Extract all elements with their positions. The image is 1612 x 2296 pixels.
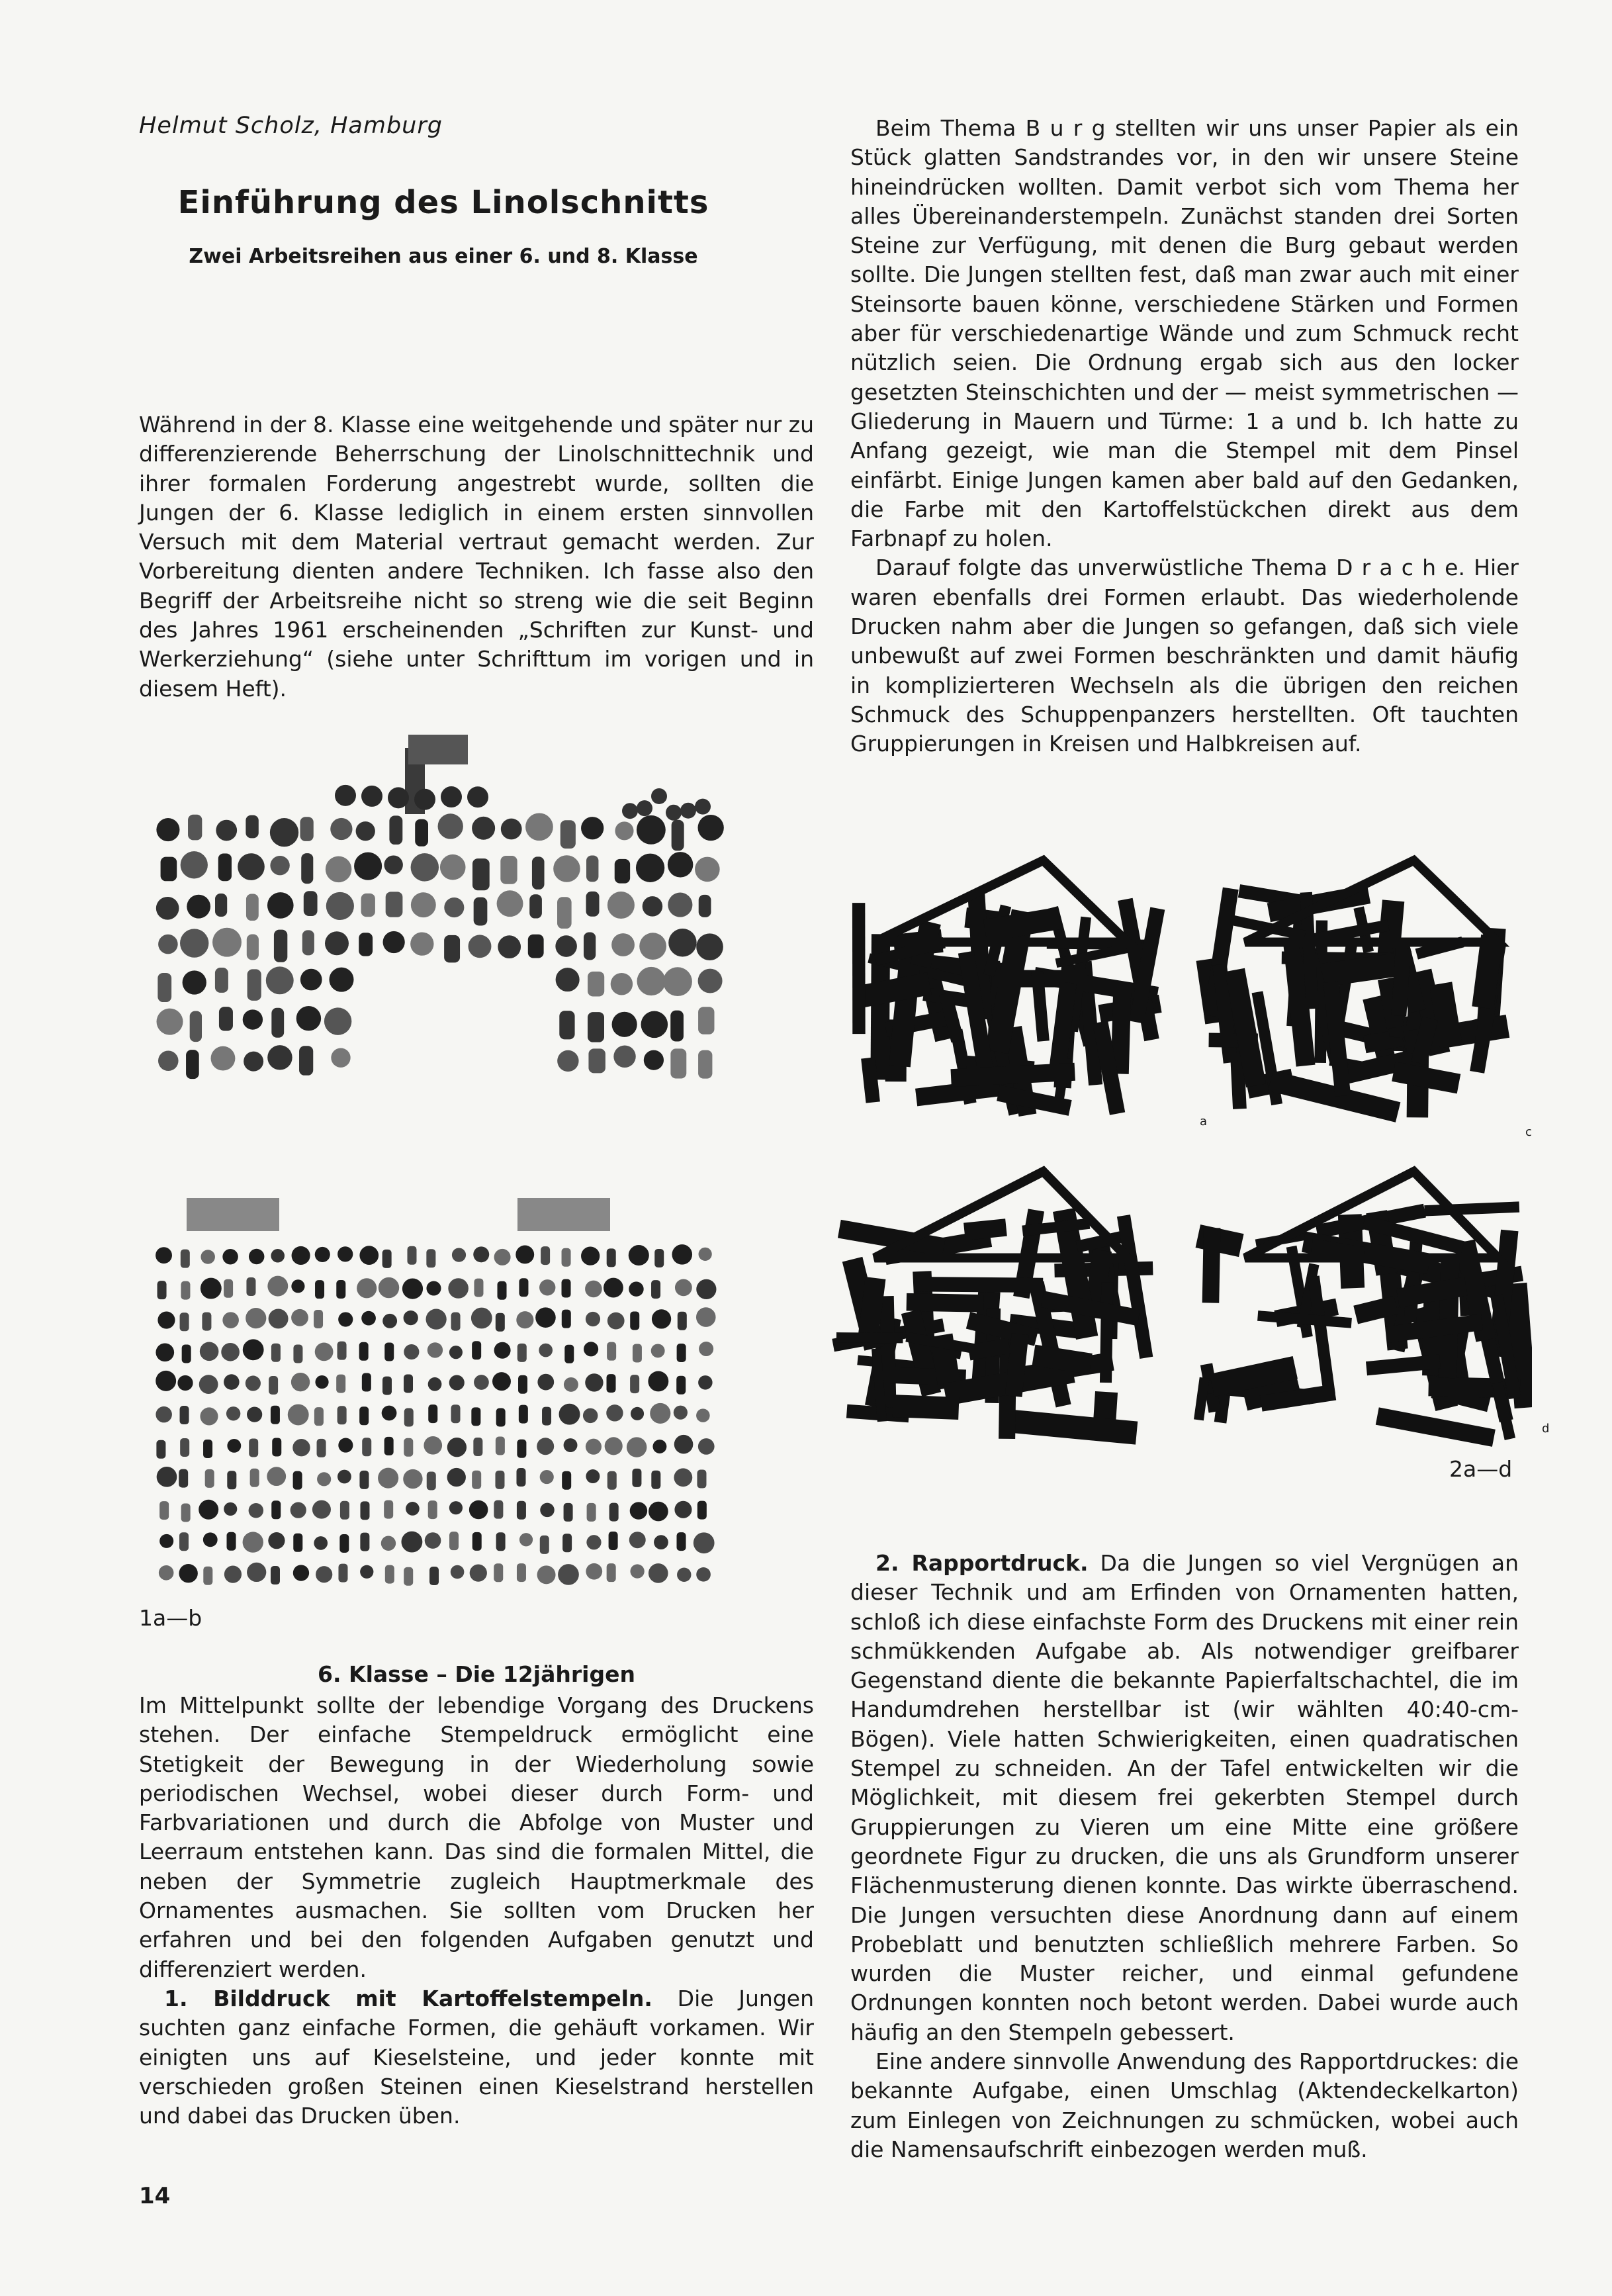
figure-2-caption: 2a—d [1449, 1456, 1513, 1482]
intro-text: Während in der 8. Klasse eine weitgehende und später nur zu differenzierende Beherrschung der Linolschnittechnik und ihrer formalen Forderung angestrebt wurde, sollten die Jungen der 6. Klasse lediglich in einem ersten sinnvollen Versuch mit dem Material vertraut gemacht werden. Zur Vorbereitung dienten andere Techniken. Ich fasse also den Begriff der Arbeitsreihe nicht so streng wie die seit Beginn des Jahres 1961 erscheinenden „Schriften zur Kunst- und Werkerziehung“ (siehe unter Schrifttum im vorigen und in diesem Heft). [139, 412, 814, 702]
left-column-bottom [139, 1691, 814, 2131]
umschlag-paragraph: Eine andere sinnvolle Anwendung des Rapportdruckes: die bekannte Aufgabe, einen Umschlag (Aktendeckelkarton) zum Einlegen von Zeichnungen zu schmücken, wobei auch die Namensaufschrift einbezogen werden muß. [850, 2048, 1519, 2162]
castle-1a [156, 785, 724, 1079]
castle-stamp-prints [147, 735, 729, 1595]
bilddruck-label: 1. Bilddruck mit Kartoffelstempeln. [164, 1985, 652, 2011]
rapportdruck-label: 2. Rapportdruck. [875, 1550, 1089, 1576]
rapportdruck-text: Da die Jungen so viel Vergnügen an dieser Technik und am Erfinden von Ornamenten hatten, schloß ich diese einfachste Form des Druckens mit einer rein schmükkenden Aufgabe ab. Als notwendiger greifbarer Gegenstand diente die bekannte Papierfaltschachtel, die im Handumdrehen herstellbar ist (wir wählten 40:40-cm-Bögen). Viele hatten Schwierigkeiten, einen quadratischen Stempel zu schneiden. An der Tafel entwickelten wir die Möglichkeit, mit diesem frei gekerbten Stempel durch Gruppierungen zu Vieren um eine Mitte eine größere geordnete Figur zu drucken, die uns als Grundform unserer Flächenmusterung dienen konnte. Das wirkte überraschend. Die Jungen versuchten diese Anordnung dann auf einem Probeblatt und benutzten schließlich mehrere Farben. So wurden die Muster reicher, und einmal gefundene Ordnungen konnten noch betont werden. Dabei wurde auch häufig an den Stempeln gebessert. [850, 1550, 1519, 2045]
author-line: Helmut Scholz, Hamburg [139, 113, 443, 139]
figure-1a-b [147, 735, 729, 1595]
linocut-2c [832, 1171, 1153, 1445]
article-subtitle: Zwei Arbeitsreihen aus einer 6. und 8. Klasse [189, 245, 698, 268]
bilddruck-text: Die Jungen suchten ganz einfache Formen, die gehäuft vorkamen. Wir einigten uns auf Kieselsteine, und jeder konnte mit verschieden großen Steinen einen Kieselstrand herstellen und dabei das Drucken üben. [139, 1985, 815, 2129]
drache-paragraph: Darauf folgte das unverwüstliche Thema D r a c h e. Hier waren ebenfalls drei Formen erlaubt. Das wiederholende Drucken nahm aber die Jungen so gefangen, daß sich viele unbewußt auf zwei Formen beschränkten und damit häufig in komplizierteren Wechseln als die übrigen den reichen Schmuck des Schuppenpanzers herstellten. Oft tauchten Gruppierungen in Kreisen und Halbkreisen auf. [850, 555, 1519, 757]
linocut-2d [1194, 1171, 1532, 1447]
figure-2a-d [824, 847, 1532, 1456]
section-heading-6-klasse: 6. Klasse – Die 12jährigen [318, 1661, 635, 1687]
linocut-2b [1196, 860, 1510, 1123]
right-column-bottom [850, 1549, 1519, 2164]
page-number: 14 [139, 2183, 171, 2209]
bilddruck-paragraph [139, 1984, 814, 2131]
linocut-2a [852, 860, 1165, 1117]
article-title: Einführung des Linolschnitts [177, 184, 709, 221]
linocut-prints [824, 847, 1532, 1456]
burg-paragraph: Beim Thema B u r g stellten wir uns unser Papier als ein Stück glatten Sandstrandes vor, in den wir unsere Steine hineindrücken wollten. Damit verbot sich vom Thema her alles Übereinanderstempeln. Zunächst standen drei Sorten Steine zur Verfügung, mit denen die Burg gebaut werden sollte. Die Jungen stellten fest, daß man zwar auch mit einer Steinsorte bauen könne, verschiedene Stärken und Formen aber für verschiedenartige Wände und zum Schmuck recht nützlich seien. Die Ordnung ergab sich aus den locker gesetzten Steinschichten und der — meist symmetrischen — Gliederung in Mauern und Türme: 1 a und b. Ich hatte zu Anfang gezeigt, wie man die Stempel mit dem Pinsel einfärbt. Einige Jungen kamen aber bald auf den Gedanken, die Farbe mit den Kartoffelstückchen direkt aus dem Farbnapf zu holen. [850, 115, 1519, 552]
fig2-letter-d: d [1542, 1422, 1550, 1436]
fig2-letter-c: c [1525, 1125, 1532, 1139]
intro-paragraph [139, 410, 814, 704]
fig2-letter-a: a [1200, 1115, 1208, 1128]
rapportdruck-paragraph [850, 1549, 1519, 2047]
figure-1-caption: 1a—b [139, 1605, 202, 1631]
right-column-top [850, 114, 1519, 759]
flag [408, 735, 468, 764]
mittelpunkt-paragraph: Im Mittelpunkt sollte der lebendige Vorgang des Druckens stehen. Der einfache Stempeldruck ermöglicht eine Stetigkeit der Bewegung in der Wiederholung sowie periodischen Wechsel, wobei dieser durch Form- und Farbvariationen und durch die Abfolge von Muster und Leerraum entstehen kann. Das sind die formalen Mittel, die neben der Symmetrie zugleich Hauptmerkmale des Ornamentes ausmachen. Sie sollten vom Drucken her erfahren und bei den folgenden Aufgaben genutzt und differenziert werden. [139, 1692, 814, 1982]
castle-1b [156, 1198, 716, 1586]
